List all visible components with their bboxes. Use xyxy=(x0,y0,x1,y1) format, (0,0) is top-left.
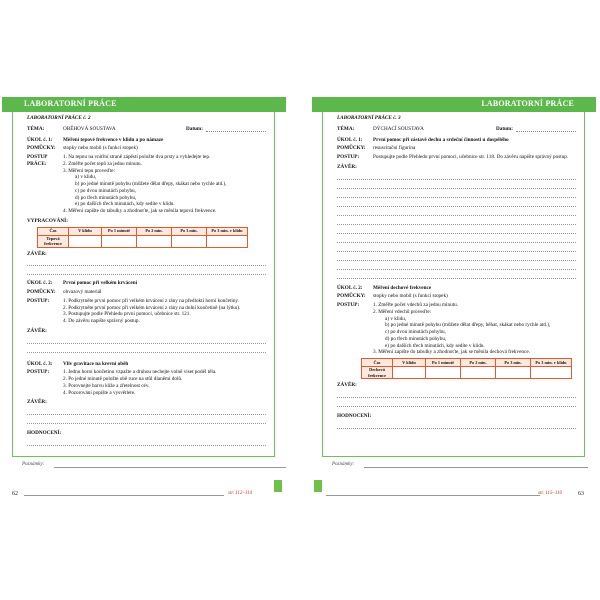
step: 4. Pozorování popište a vysvětlete. xyxy=(63,389,136,396)
tema-value: OBĚHOVÁ SOUSTAVA xyxy=(63,125,116,132)
ukol-label: ÚKOL č. 3: xyxy=(27,360,53,367)
hodnoceni-label: HODNOCENÍ: xyxy=(27,430,62,437)
postup-label: POSTUP PRÁCE: xyxy=(27,154,48,167)
zaver-label: ZÁVĚR: xyxy=(337,163,357,170)
table-cell[interactable] xyxy=(172,235,207,247)
page-number: 62 xyxy=(12,491,18,497)
answer-line[interactable] xyxy=(337,389,576,398)
step: a) v klidu, xyxy=(385,315,407,322)
ukol-label: ÚKOL č. 2: xyxy=(337,284,363,291)
answer-line[interactable] xyxy=(337,171,576,180)
table-row-label: Dechová frekvence xyxy=(362,367,393,379)
right-page xyxy=(312,97,596,497)
zaver-label: ZÁVĚR: xyxy=(27,250,47,257)
right-worksheet-frame xyxy=(322,112,585,457)
tema-label: TÉMA: xyxy=(337,125,355,132)
page-reference: str. 115–116 xyxy=(538,491,562,496)
step: c) po dvou minutách pohybu, xyxy=(75,187,136,194)
datum-label: Datum: xyxy=(495,125,513,132)
answer-line[interactable] xyxy=(337,189,576,198)
ukol-label: ÚKOL č. 1: xyxy=(27,136,53,143)
postup-label: POSTUP: xyxy=(27,297,50,304)
poznamky-line[interactable] xyxy=(54,467,286,468)
step: 1. Jednu horní končetinu vzpažte a druhou nechejte volně viset podél těla. xyxy=(63,369,217,376)
step: 2. Po jedné minutě položte obě ruce na stůl dlaněmi dolů. xyxy=(63,376,183,383)
step: 2. Změřte počet tepů za jednu minutu. xyxy=(63,160,142,167)
lab-title: LABORATORNÍ PRÁCE č. 2 xyxy=(27,115,91,121)
table-cell[interactable] xyxy=(393,367,426,379)
table-header: Po 3 min. xyxy=(496,359,531,367)
ukol-label: ÚKOL č. 1: xyxy=(337,136,363,143)
pomucky-label: POMŮCKY: xyxy=(337,145,366,152)
step: 4. Měření zapište do tabulky a zhodnoťte, jak se měnila tepová frekvence. xyxy=(63,208,217,214)
table-header: Čas xyxy=(38,227,69,235)
tema-value: DÝCHACÍ SOUSTAVA xyxy=(373,125,424,132)
step: b) po jedné minutě pohybu (můžete dělat dřepy, skákat nebo rychle atd.), xyxy=(75,181,227,187)
pomucky-label: POMŮCKY: xyxy=(27,289,56,296)
step: c) po dvou minutách pohybu, xyxy=(385,329,446,335)
answer-line[interactable] xyxy=(337,420,576,429)
step: e) po dalších třech minutách, kdy sedíte v klidu. xyxy=(385,342,485,349)
answer-line[interactable] xyxy=(337,180,576,189)
table-cell[interactable] xyxy=(531,367,572,379)
ukol-text: Měření dechové frekvence xyxy=(373,284,432,291)
table-cell[interactable] xyxy=(102,235,137,247)
zaver-label: ZÁVĚR: xyxy=(337,382,357,389)
answer-line[interactable] xyxy=(27,335,266,344)
poznamky-label: Poznámky: xyxy=(22,462,45,467)
postup-text: Postupujte podle Přehledu první pomoci, učebnice str. 118. Do závěru napište správný postup. xyxy=(373,154,569,160)
table-cell[interactable] xyxy=(69,235,102,247)
footer-rule xyxy=(24,495,224,496)
postup-label: POSTUP: xyxy=(337,302,360,308)
measurement-table xyxy=(37,227,248,248)
table-header: V klidu xyxy=(393,359,426,367)
table-cell[interactable] xyxy=(426,367,461,379)
footer-rule xyxy=(326,495,540,496)
table-header: Po 3 min. xyxy=(172,227,207,235)
datum-field[interactable] xyxy=(516,126,576,132)
page-number: 63 xyxy=(578,491,584,497)
step: 3. Postupujte podle Přehledu první pomoci, učebnice str. 121. xyxy=(63,311,191,318)
table-header: Čas xyxy=(362,359,393,367)
step: d) po třech minutách pohybu, xyxy=(385,335,447,342)
lab-title: LABORATORNÍ PRÁCE č. 3 xyxy=(337,115,401,121)
right-page-header: LABORATORNÍ PRÁCE xyxy=(312,97,596,112)
hodnoceni-label: HODNOCENÍ: xyxy=(337,412,372,419)
answer-line[interactable] xyxy=(337,225,576,234)
tema-label: TÉMA: xyxy=(27,125,45,132)
pomucky-label: POMŮCKY: xyxy=(337,293,366,300)
answer-line[interactable] xyxy=(27,344,266,353)
pomucky-text: stopky nebo mobil (s funkcí stopek) xyxy=(373,293,448,300)
step: 3. Měření tepu proveďte: xyxy=(63,167,116,174)
answer-line[interactable] xyxy=(337,261,576,270)
table-cell[interactable] xyxy=(461,367,496,379)
step: 1. Podkrytněte první pomoc při velkém krvácení z rány na předloktí horní končetiny. xyxy=(63,297,239,304)
step: 3. Porovnejte barvu kůže a zřetelnost cév. xyxy=(63,382,150,389)
pomucky-text: obvazový materiál xyxy=(63,289,102,296)
datum-label: Datum: xyxy=(185,125,203,132)
answer-line[interactable] xyxy=(27,415,266,424)
datum-field[interactable] xyxy=(206,126,266,132)
zaver-label: ZÁVĚR: xyxy=(27,327,47,334)
step: d) po třech minutách pohybu, xyxy=(75,194,137,201)
answer-line[interactable] xyxy=(337,252,576,261)
table-header: V klidu xyxy=(69,227,102,235)
table-cell[interactable] xyxy=(207,235,248,247)
step: 1. Na tepnu na vnitřní straně zápěstí položte dva prsty a vyhledejte tep. xyxy=(63,154,211,160)
answer-line[interactable] xyxy=(337,216,576,225)
ukol-text: První pomoc při zástavě dechu a srdeční činnosti u dospělého xyxy=(373,136,509,143)
table-cell[interactable] xyxy=(137,235,172,247)
answer-line[interactable] xyxy=(27,257,266,266)
ukol-label: ÚKOL č. 2: xyxy=(27,280,53,287)
left-page xyxy=(2,97,286,497)
step: a) v klidu, xyxy=(75,174,97,181)
left-page-header: LABORATORNÍ PRÁCE xyxy=(2,97,286,112)
table-cell[interactable] xyxy=(496,367,531,379)
step: 1. Změřte počet vdechů za jednu minutu. xyxy=(373,302,458,308)
answer-line[interactable] xyxy=(337,243,576,252)
step: 4. Do závěru napište správný postup. xyxy=(63,318,140,325)
zaver-label: ZÁVĚR: xyxy=(27,399,47,406)
answer-line[interactable] xyxy=(27,266,266,275)
answer-line[interactable] xyxy=(337,207,576,216)
pomucky-text: stopky nebo mobil (s funkcí stopek) xyxy=(63,145,138,152)
postup-label: POSTUP: xyxy=(27,369,50,376)
publisher-logo-icon xyxy=(314,480,322,492)
vypracovani-label: VYPRACOVÁNÍ: xyxy=(27,217,68,224)
table-row-label: Tepová frekvence xyxy=(38,235,69,247)
ukol-text: První pomoc při velkém krvácení xyxy=(63,280,138,287)
postup-label: POSTUP: xyxy=(337,154,360,160)
poznamky-label: Poznámky: xyxy=(332,462,355,467)
table-header: Po 1 minutě xyxy=(102,227,137,235)
answer-line[interactable] xyxy=(27,437,266,446)
step: e) po dalších třech minutách, kdy sedíte v klidu. xyxy=(75,201,175,208)
table-header: Po 2 min. xyxy=(461,359,496,367)
table-header: Po 1 minutě xyxy=(426,359,461,367)
poznamky-line[interactable] xyxy=(364,467,588,468)
left-worksheet-frame xyxy=(12,112,275,457)
table-header: Po 2 min. xyxy=(137,227,172,235)
ukol-text: Vliv gravitace na krevní oběh xyxy=(63,360,129,367)
pomucky-text: resuscitační figurína xyxy=(373,145,416,152)
pomucky-label: POMŮCKY: xyxy=(27,145,56,152)
answer-line[interactable] xyxy=(337,198,576,207)
step: 3. Měření zapište do tabulky a zhodnoťte, jak se měnila dechová frekvence. xyxy=(373,349,530,356)
step: 2. Měření vdechů proveďte: xyxy=(373,308,432,315)
step: 2. Podkrytněte první pomoc při velkém krvácení z rány na dolní končetině (na lýtku). xyxy=(63,304,241,311)
step: b) po jedné minutě pohybu (můžete dělat dřepy, běhat, skákat nebo rychle atd.), xyxy=(385,322,551,329)
answer-line[interactable] xyxy=(337,234,576,243)
table-header: Po 3 min. v klidu xyxy=(207,227,248,235)
answer-line[interactable] xyxy=(337,270,576,279)
page-reference: str. 112–114 xyxy=(228,491,252,496)
ukol-text: Měření tepové frekvence v klidu a po námaze xyxy=(63,136,164,143)
answer-line[interactable] xyxy=(27,406,266,415)
measurement-table xyxy=(361,358,572,379)
answer-line[interactable] xyxy=(337,398,576,407)
table-header: Po 3 min. v klidu xyxy=(531,359,572,367)
publisher-logo-icon xyxy=(274,480,282,492)
